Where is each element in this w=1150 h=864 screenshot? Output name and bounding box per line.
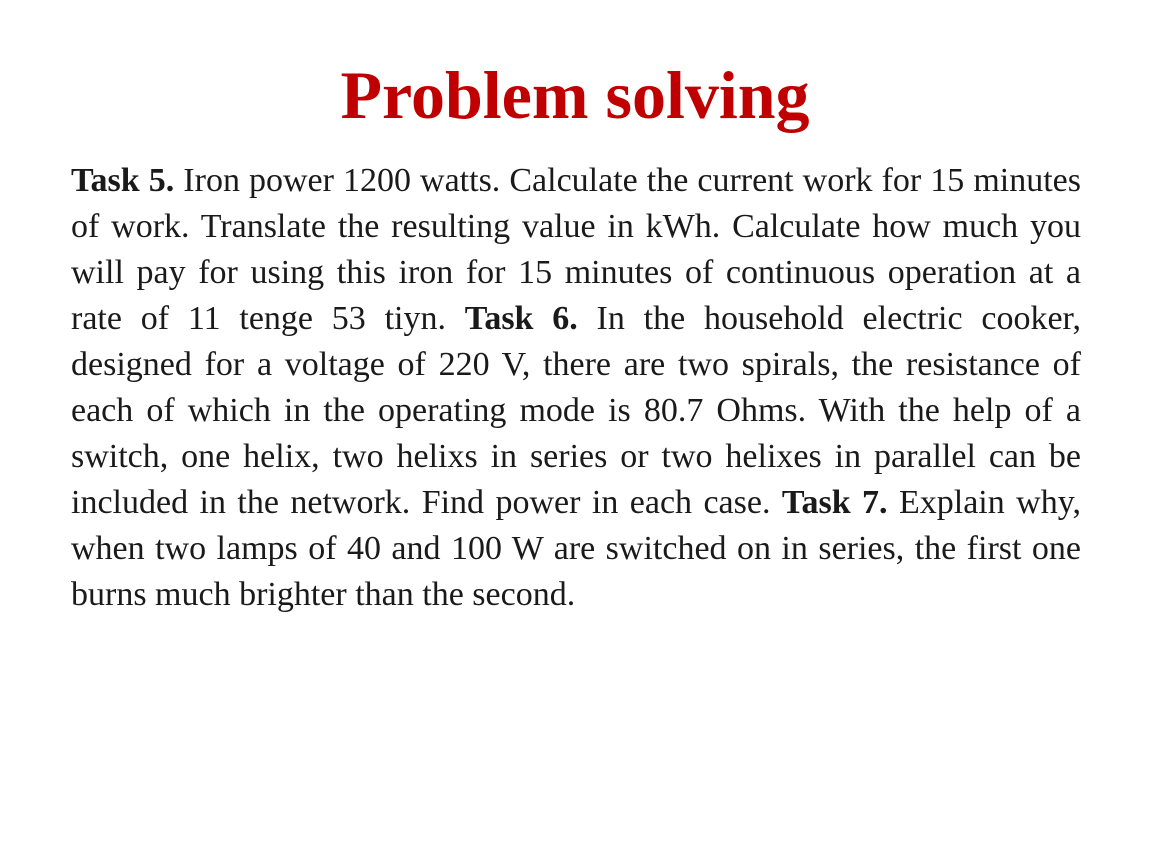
slide-title: Problem solving [340,57,810,133]
slide-body [71,158,1081,618]
task-6-label: Task 6. [464,300,578,337]
task-7-label: Task 7. [781,484,888,521]
task-6-text: In the household electric cooker, designed for a voltage of 220 V, there are two spirals, the resistance of each of which in the operating mode is 80.7 Ohms. With the help of a switch, one helix, two helixs in series or two helixes in parallel can be included in the network. Find power in each case. [71,300,1082,521]
task-5-label: Task 5. [71,162,175,199]
task-7-text: Explain why, when two lamps of 40 and 100 W are switched on in series, the first one burns much brighter than the second. [71,484,1082,613]
task-5-text: Iron power 1200 watts. Calculate the current work for 15 minutes of work. Translate the resulting value in kWh. Calculate how much you will pay for using this iron for 15 minutes of continuous operation at a rate of 11 tenge 53 tiyn. [71,162,1081,337]
